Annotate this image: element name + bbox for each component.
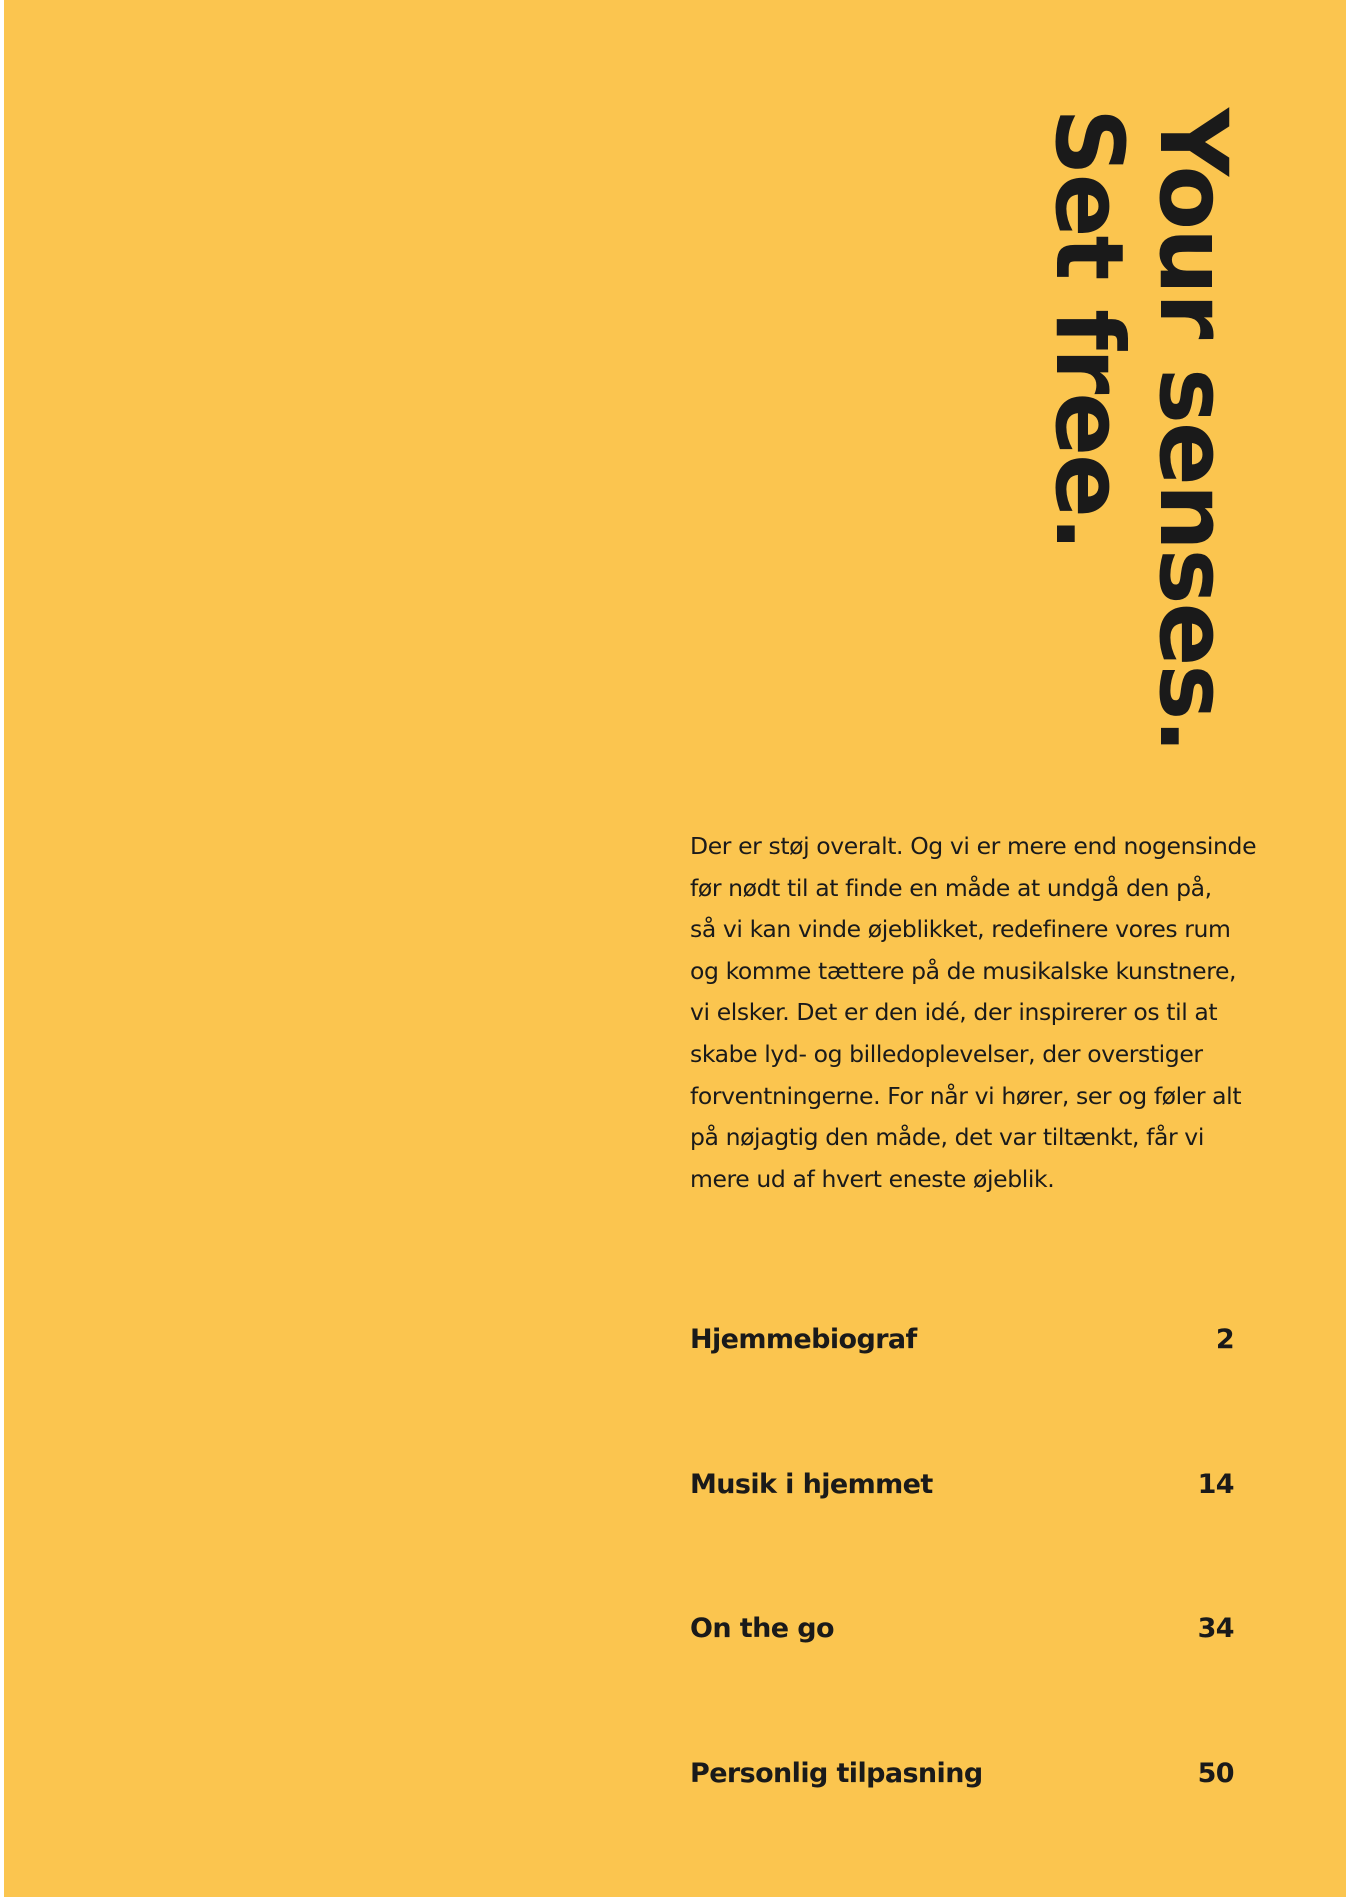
intro-line: så vi kan vinde øjeblikket, redefinere vores rum <box>690 915 1231 944</box>
toc-title: Musik i hjemmet <box>690 1468 933 1500</box>
toc-title: Personlig tilpasning <box>690 1757 983 1789</box>
intro-paragraph <box>690 826 1257 1200</box>
intro-line: på nøjagtig den måde, det var tiltænkt, får vi <box>690 1123 1204 1152</box>
toc-page-number: 50 <box>1197 1757 1234 1789</box>
intro-line: før nødt til at finde en måde at undgå den på, <box>690 873 1212 902</box>
headline <box>1034 108 1247 768</box>
toc-page-number: 14 <box>1197 1468 1234 1500</box>
toc-item-hjemmebiograf[interactable] <box>690 1315 1234 1460</box>
intro-line: skabe lyd- og billedoplevelser, der overstiger <box>690 1039 1203 1068</box>
toc-item-personlig-tilpasning[interactable] <box>690 1749 1234 1894</box>
brochure-page <box>4 0 1346 1897</box>
intro-line: mere ud af hvert eneste øjeblik. <box>690 1164 1055 1193</box>
toc-title: Hjemmebiograf <box>690 1324 917 1355</box>
headline-line-1: Your senses. <box>1138 108 1247 753</box>
headline-line-2: Set free. <box>1034 108 1143 550</box>
toc-title: On the go <box>690 1613 834 1644</box>
intro-line: vi elsker. Det er den idé, der inspirerer os til at <box>690 998 1218 1027</box>
intro-line: og komme tættere på de musikalske kunstnere, <box>690 956 1237 985</box>
toc-page-number: 34 <box>1197 1613 1234 1644</box>
toc-item-on-the-go[interactable] <box>690 1604 1234 1749</box>
table-of-contents <box>690 1315 1234 1893</box>
toc-item-musik-i-hjemmet[interactable] <box>690 1460 1234 1605</box>
intro-line: Der er støj overalt. Og vi er mere end nogensinde <box>690 832 1257 860</box>
intro-line: forventningerne. For når vi hører, ser og føler alt <box>690 1081 1242 1110</box>
toc-page-number: 2 <box>1215 1324 1234 1355</box>
